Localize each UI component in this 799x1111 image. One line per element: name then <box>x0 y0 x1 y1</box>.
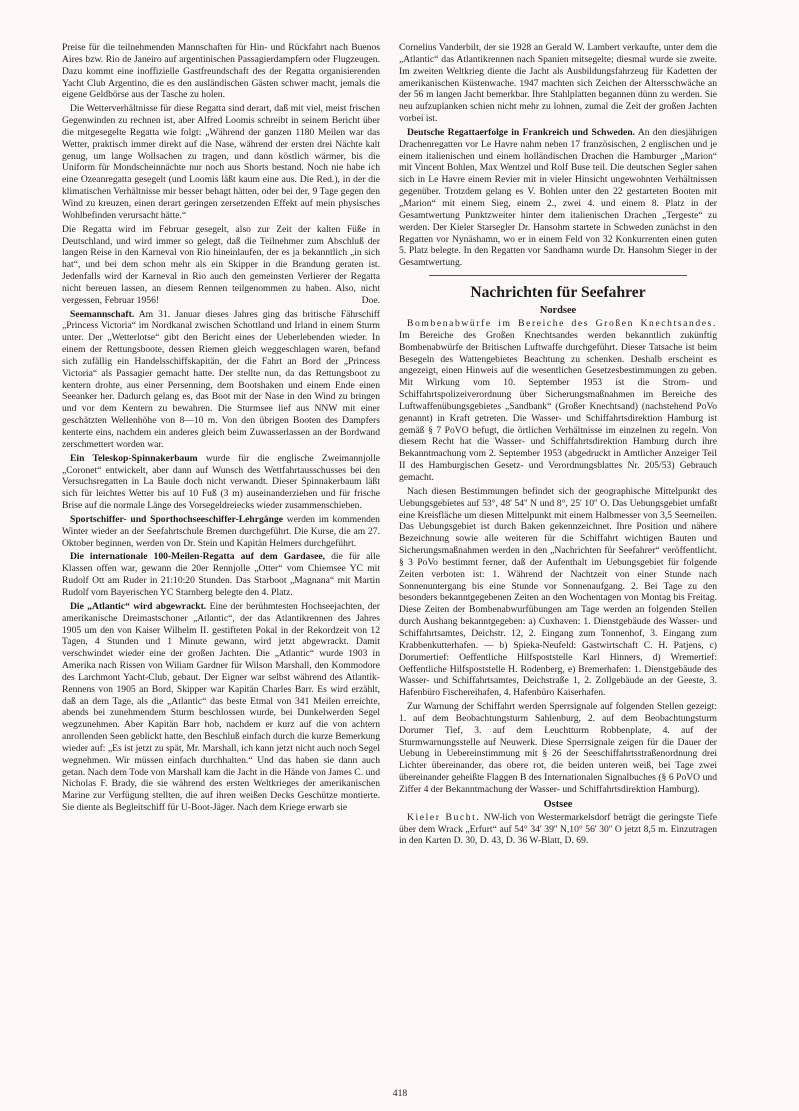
author-signature: Doe. <box>361 294 380 306</box>
news-text: Eine der berühmtesten Hochseejachten, der amerikanische Dreimastschoner „Atlantic“, der das Atlantikrennen des Jahres 1905 um den von Kaiser Wilhelm II. gestifteten Pokal in der Rekordzeit von 12 Tagen, 4 Stunden und 1 Minute gewann, wird jetzt abgewrackt. Damit verschwindet wieder eine der großen Jachten. Die „Atlantic“ wurde 1903 in Amerika nach Rissen von Wiliam Gardner für Wilson Marshall, den Kommodore des Larchmont Yacht-Club, gebaut. Der Eigner war selbst während des Atlantik-Rennens von 1905 an Bord, Skipper war Kapitän Charles Barr. Es wird erzählt, daß an dem Tage, als die „Atlantic“ das beste Etmal von 341 Meilen erreichte, abends bei zunehmendem Sturm beschlossen wurde, bei Dunkelwerden Segel wegzunehmen. Aber Kapitän Barr hob, nachdem er kurz auf die von achtern anrollenden Seen geblickt hatte, den Beschluß einfach durch die kurze Bemerkung wieder auf: „Es ist jetzt zu spät, Mr. Marshall, ich kann jetzt nicht auch noch Segel wegnehmen. Wir müssen einfach durchhalten.“ Und das haben sie dann auch getan. Nach dem Tode von Marshall kam die Jacht in die Hände von James C. und Nicholas F. Brady, die sie während des ersten Weltkrieges der amerikanischen Marine zur Verfügung stellten, die auf ihren weißen Decks Geschütze montierte. Sie diente als Begleitschiff für U-Boot-Jäger. Nach dem Kriege erwarb sie <box>62 600 380 814</box>
news-text: werden im kommenden Winter wieder an der Seefahrtschule Bremen durchgeführt. Die Kurse, die am 27. Oktober beginnen, werden von Dr. Stein und Kapitän Helmers durchgeführt. <box>62 513 380 549</box>
news-item <box>399 127 717 269</box>
news-headline: Deutsche Regattaerfolge in Frankreich und Schweden. <box>407 126 635 138</box>
left-column <box>62 42 380 816</box>
news-item <box>62 309 380 451</box>
subsection-title: Ostsee <box>543 798 573 810</box>
section-title: Nachrichten für Seefahrer <box>470 284 646 302</box>
paragraph: Zur Warnung der Schiffahrt werden Sperrsignale auf folgenden Stellen gezeigt: 1. auf dem Beobachtungsturm Sahlenburg, 2. auf dem Beobachtungsturm Dorumer Tief, 3. auf dem Leuchtturm Robbenplate, 4. auf der Sturmwarnungsstelle auf Neuwerk. Diese Sperrsignale zeigen für die Dauer der Uebung in Uebereinstimmung mit § 26 der Seeschiffahrtsstraßenordnung drei Lichter übereinander, das obere rot, die beiden unteren weiß, bei Tage zwei übereinander geheißte Flaggen B des Internationalen Signalbuches (§ 6 PoVO und Ziffer 4 der Bekanntmachung der Wasser- und Schiffahrtsdirektion Hamburg). <box>399 701 717 795</box>
right-column <box>399 42 717 849</box>
news-text: An den diesjährigen Drachenregatten vor Le Havre nahm neben 17 französischen, 2 englischen und je einem italienischen und einem holländischen Drachen die Hamburger „Marion“ mit Vincent Bohlen, Max Wentzel und Rolf Buse teil. Die deutschen Segler sahen sich in Le Havre einem Revier mit in vieler Hinsicht ungewohnten Verhältnissen gegenüber. Trotzdem gelang es V. Bohlen unter den 22 gestarteten Booten mit „Marion“ mit einem Sieg, einem 2., zwei 4. und einem 8. Platz in der Gesamtwertung Punktzweiter hinter dem italienischen Drachen „Tergeste“ zu werden. Der Kieler Starsegler Dr. Hansohm startete in Schweden zunächst in den Regatten vor Nynäshamn, wo er in einem Feld von 32 Konkurrenten einen guten 5. Platz belegte. In den Regatten vor Sandhamn wurde Dr. Hansohm Sieger in der Gesamtwertung. <box>399 126 718 269</box>
paragraph <box>62 224 380 307</box>
notice-headline: Kieler Bucht. <box>407 811 481 823</box>
paragraph: Nach diesen Bestimmungen befindet sich der geographische Mittelpunkt des Uebungsgebietes auf 53°, 48' 54'' N und 8°, 25' 10'' O. Das Uebungsgebiet umfaßt eine Kreisfläche um diesen Mittelpunkt mit einem Halbmesser von 3,5 Seemeilen. Das Uebungsgebiet ist durch Baken gekennzeichnet. Ihre Position und nähere Bezeichnung sowie alle weiteren für die Schiffahrt wichtigen Bauten und Sicherungsmaßnahmen werden in den „Nachrichten für Seefahrer“ veröffentlicht. § 3 PoVo bestimmt ferner, daß der Aufenthalt im Uebungsgebiet für folgende Zeiten verboten ist: 1. Während der Nachtzeit von einer Stunde nach Sonnenuntergang bis eine Stunde vor Sonnenaufgang. 2. Bei Tage zu den besonders bekanntgegebenen Zeiten an den Wochentagen von Montag bis Freitag. Diese Zeiten der Bombenabwurfübungen am Tage werden an folgenden Stellen durch Aushang bekanntgegeben: a) Cuxhaven: 1. Dienstgebäude des Wasser- und Schiffahrtsamtes, Deichstr. 12, 2. Eingang zum Tonnenhof, 3. Eingang zum Krabbenkutterhafen. — b) Spieka-Neufeld: Gastwirtschaft C. H. Patjens, c) Dorumertief: Oeffentliche Hilfspoststelle Karl Hinners, d) Wremertief: Oeffentliche Hilfspoststelle H. Rodenberg, e) Bremerhafen: 1. Dienstgebäude des Wasser- und Schiffahrtsamtes, Deichstraße 1, 2. Zollgebäude an der Geeste, 3. Hafenbüro Fischereihafen, 4. Hafenbüro Kaiserhafen. <box>399 485 717 699</box>
news-headline: Die „Atlantic“ wird abgewrackt. <box>70 600 207 612</box>
paragraph: Die Wetterverhältnisse für diese Regatta sind derart, daß mit viel, meist frischen Gegenwinden zu rechnen ist, aber Alfred Loomis schreibt in seinem Bericht über die mitgesegelte Regatta wie folgt: „Während der ganzen 1180 Meilen war das Wetter, praktisch immer direkt auf die Nase, während der ersten drei Nächte kalt genug, um lange Wollsachen zu tragen, und dann köstlich wärmer, bis die Uniform für Mondscheinnächte nur noch aus Shorts bestand. Noch nie habe ich eine Ozeanregatta gesegelt (und Loomis läßt kaum eine aus. Die Red.), in der die klimatischen Verhältnisse mir besser behagt hätten, oder bei der, 9 Tage gegen den Wind zu kreuzen, einen derart geringen zersetzenden Effekt auf mein physisches Wohlbefinden verursacht hätte.“ <box>62 103 380 221</box>
news-headline: Sportschiffer- und Sporthochseeschiffer-Lehrgänge <box>70 513 283 525</box>
news-item <box>62 601 380 814</box>
paragraph: Preise für die teilnehmenden Mannschaften für Hin- und Rückfahrt nach Buenos Aires bzw. Rio de Janeiro auf argentinischen Passagierdampfern oder Flugzeugen. Dazu kommt eine inoffizielle Gastfreundschaft des der Regatta organisierenden Yacht Club Argentino, die es den ausländischen Gästen schwer macht, jemals die eigene Geldbörse aus der Tasche zu holen. <box>62 42 380 101</box>
news-headline: Seemannschaft. <box>70 308 135 320</box>
news-item <box>62 514 380 550</box>
subsection-title: Nordsee <box>539 305 577 317</box>
news-text: wurde für die englische Zweimannjolle „Coronet“ entwickelt, aber dann auf Wunsch des Wettfahrtausschusses bei den Versuchsregatten in La Baule doch nicht verwandt. Dieser Spinnakerbaum läßt sich für leichtes Wetter bis auf 10 Fuß (3 m) auseinanderziehen und für frische Brise auf die normale Länge des Vorsegeldreiecks wieder zusammenschieben. <box>62 452 380 512</box>
page-number: 418 <box>392 1088 408 1099</box>
notice-text: NW-lich von Westermarkelsdorf beträgt die geringste Tiefe über dem Wrack „Erfurt“ auf 54° 34' 39'' N,10° 56' 30'' O jetzt 8,5 m. Einzutragen in den Karten D. 30, D. 43, D. 36 W-Blatt, D. 69. <box>399 811 718 847</box>
paragraph: Cornelius Vanderbilt, der sie 1928 an Gerald W. Lambert verkaufte, unter dem die „Atlantic“ das Atlantikrennen nach Spanien mitsegelte; diesmal wurde sie zweite. Im zweiten Weltkrieg diente die Jacht als Ausbildungsfahrzeug für Kadetten der amerikanischen Küstenwache. 1947 machten sich Zeichen der Altersschwäche an der 56 m langen Jacht bemerkbar. Ihre Stahlplatten begannen dünn zu werden. Sie neu aufzuplanken schien nicht mehr zu lohnen, zumal die Zeit der großen Jachten vorbei ist. <box>399 42 717 125</box>
news-headline: Ein Teleskop-Spinnakerbaum <box>70 452 198 464</box>
news-item <box>62 453 380 512</box>
news-text: Am 31. Januar dieses Jahres ging das britische Fährschiff „Princess Victoria“ im Nordkanal zwischen Schottland und Irland in einem Sturm unter. Der „Wetterlotse“ gibt den Bericht eines der Ueberlebenden wieder. In einem der Rettungsboote, dessen Riemen gleich weggeschlagen waren, befand sich zufällig ein Handelsschiffskapitän, der die Fahrt an Bord der „Princess Victoria“ als Passagier gemacht hatte. Der stellte nun, da das Rettungsboot zu kentern drohte, aus einer Persenning, dem Bootshaken und einem Ende einen Seeanker her. Dadurch gelang es, das Boot mit der Nase in den Wind zu bringen und vor dem Kentern zu bewahren. Die Sturmsee lief aus NNW mit einer geschätzten Wellenhöhe von 8—10 m. Von den übrigen Booten des Dampfers kenterte eins, nachdem ein anderes gleich beim Zuwasserlassen an der Bordwand zerschmettert worden war. <box>62 308 380 450</box>
section-divider <box>429 275 687 276</box>
news-item <box>62 551 380 598</box>
notice-item <box>399 318 717 484</box>
notice-item <box>399 812 717 848</box>
notice-text: Im Bereiche des Großen Knechtsandes werden bekanntlich zukünftig Bombenabwürfe der Britischen Luftwaffe durchgeführt. Dieser Tatsache ist beim Besegeln des Wattengebietes Beachtung zu schenken. Deshalb erscheint es angezeigt, einen Hinweis auf die wesentlichen Gesetzesbestimmungen zu geben. Mit Wirkung vom 10. September 1953 ist die Strom- und Schiffahrtspolizeiverordnung über Sicherungsmaßnahmen im Bereiche des Luftwaffenübungsgebietes „Sandbank“ (Großer Knechtsand) (nachstehend PoVo genannt) in Kraft getreten. Die Wasser- und Schiffahrtsdirektion Hamburg ist gemäß § 7 PoVO befugt, die örtlichen Verhältnisse im einzelnen zu regeln. Von diesem Recht hat die Wasser- und Schiffahrtsdirektion Hamburg durch ihre Bekanntmachung vom 2. September 1953 (abgedruckt in Amtlicher Anzeiger Teil II des Hamburgischen Gesetz- und Verordnungsblattes Nr. 205/53) Gebrauch gemacht. <box>399 329 717 483</box>
news-headline: Die internationale 100-Meilen-Regatta auf dem Gardasee, <box>70 551 325 563</box>
notice-headline: Bombenabwürfe im Bereiche des Großen Knechtsandes. <box>407 318 717 330</box>
news-text: die für alle Klassen offen war, gewann die 20er Rennjolle „Otter“ vom Chiemsee YC mit Rudolf Ott am Ruder in 21:10:20 Stunden. Das Starboot „Magnana“ mit Martin Rudolf vom Bayerischen YC Starnberg belegte den 4. Platz. <box>62 551 380 598</box>
paragraph-text: Die Regatta wird im Februar gesegelt, also zur Zeit der kalten Füße in Deutschland, und wird immer so gelegt, daß die Teilnehmer zum Abschluß der langen Reise in den Karneval von Rio hineinlaufen, der es ja bekanntlich „in sich hat“, und bei dem schon mehr als ein Skipper in die Brandung geraten ist. Jedenfalls wird der Karneval in Rio auch den gemeinsten Verlierer der Regatta nicht bereuen lassen, an diesem Rennen teilgenommen zu haben. Also, nicht vergessen, Februar 1956! <box>62 223 380 306</box>
